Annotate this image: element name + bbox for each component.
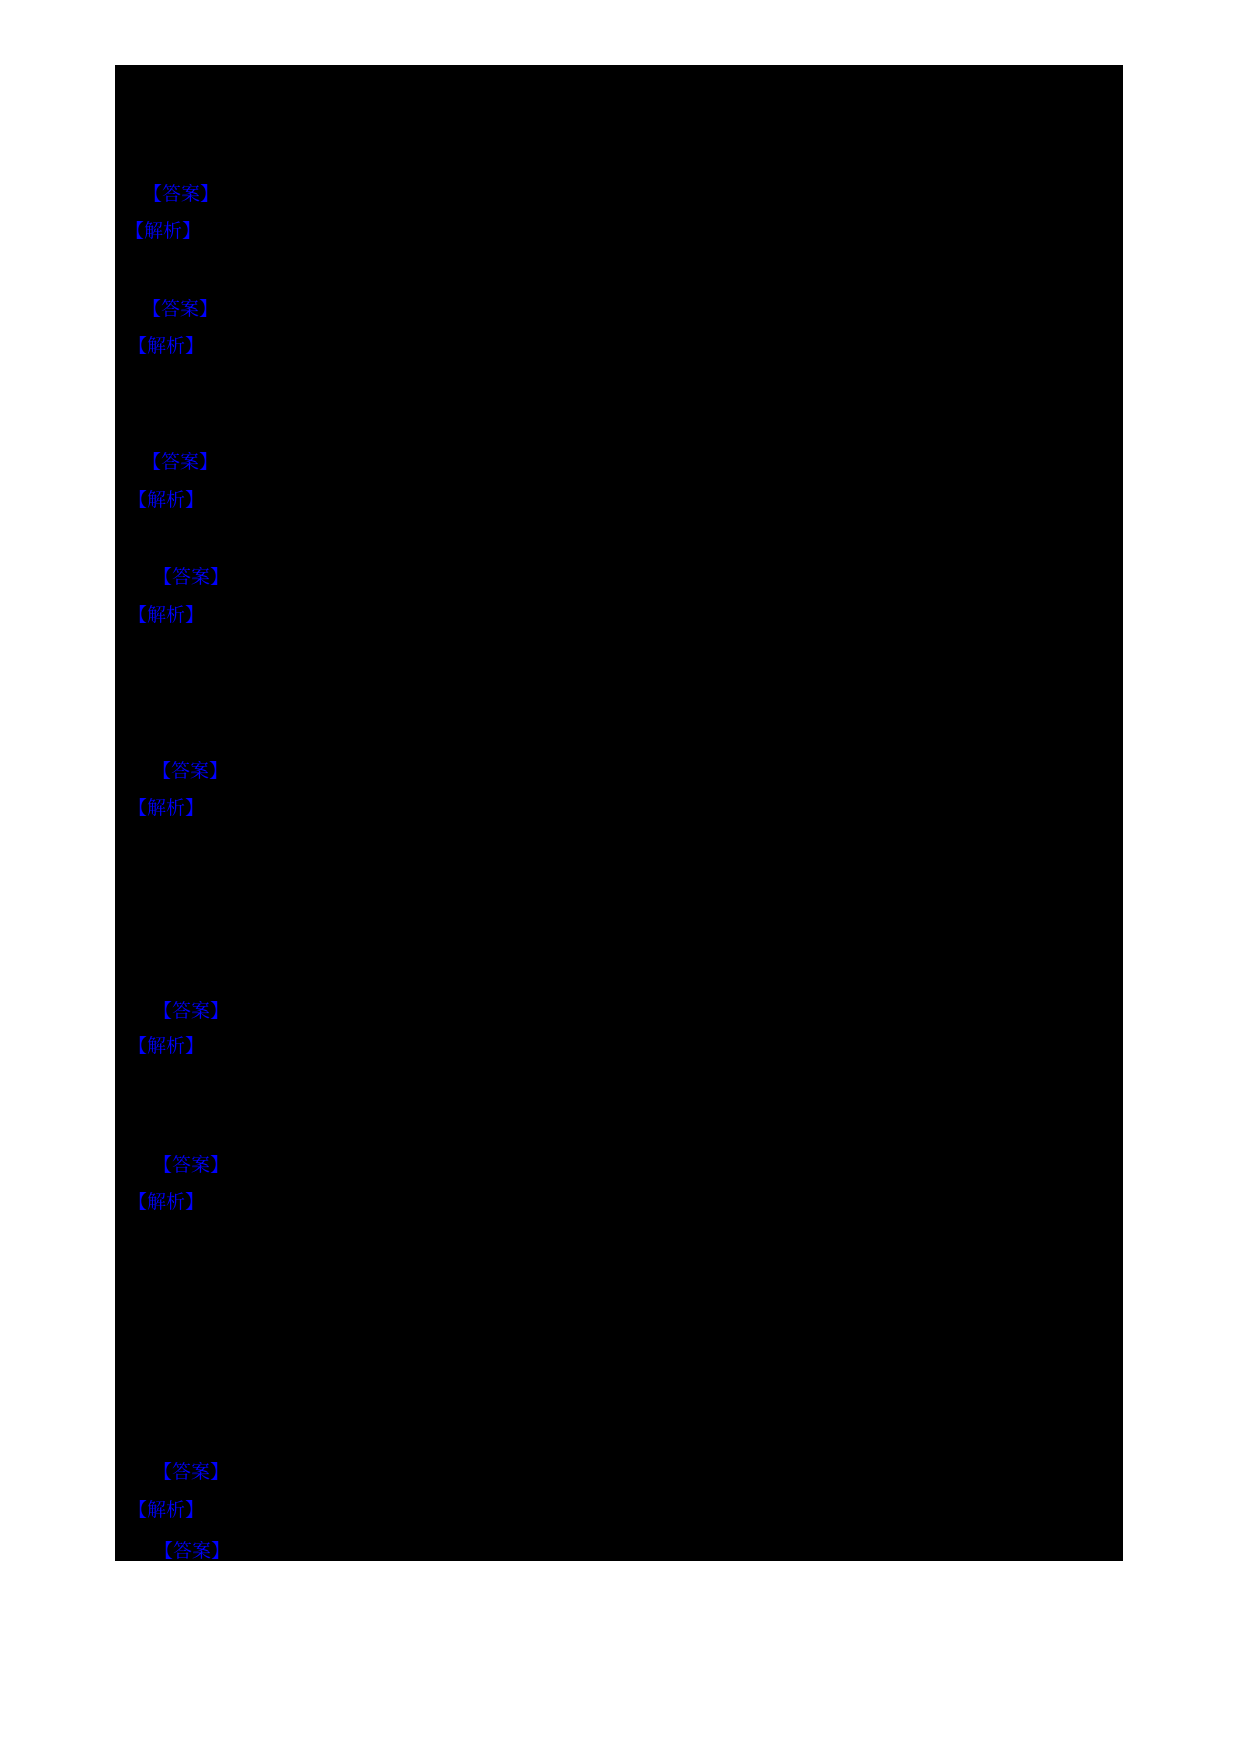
answer-label: 【答案】: [154, 1540, 231, 1562]
analysis-label: 【解析】: [128, 1035, 205, 1057]
answer-label: 【答案】: [152, 760, 229, 782]
analysis-label: 【解析】: [128, 489, 205, 511]
answer-label: 【答案】: [153, 1154, 230, 1176]
analysis-label: 【解析】: [128, 604, 205, 626]
redacted-text-block: [115, 65, 1123, 1561]
analysis-label: 【解析】: [128, 797, 205, 819]
analysis-label: 【解析】: [128, 1191, 205, 1213]
answer-label: 【答案】: [142, 451, 219, 473]
answer-label: 【答案】: [153, 1000, 230, 1022]
answer-label: 【答案】: [153, 1461, 230, 1483]
answer-label: 【答案】: [153, 566, 230, 588]
analysis-label: 【解析】: [128, 335, 205, 357]
analysis-label: 【解析】: [128, 1499, 205, 1521]
answer-label: 【答案】: [143, 183, 220, 205]
answer-label: 【答案】: [142, 298, 219, 320]
analysis-label: 【解析】: [125, 220, 202, 242]
